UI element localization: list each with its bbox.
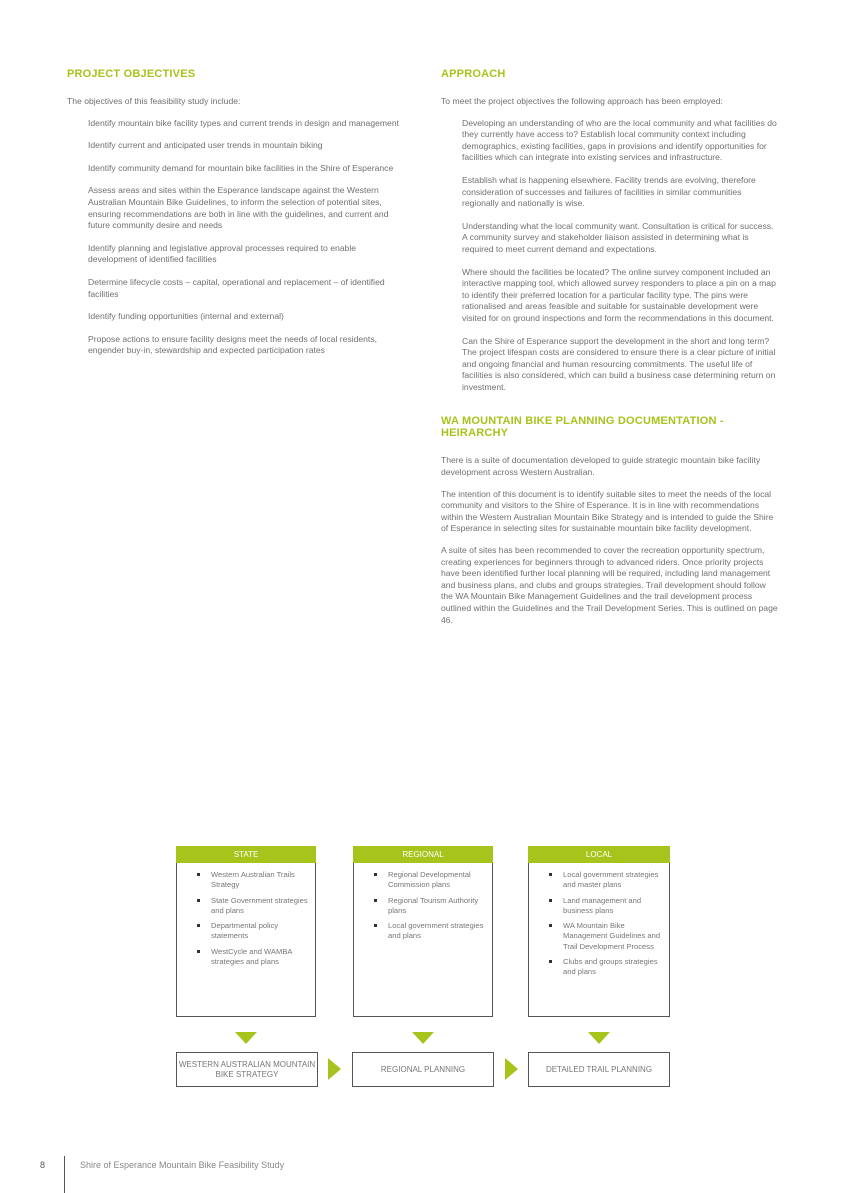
regional-list-item: Local government strategies and plans bbox=[382, 921, 486, 942]
approach-item: Where should the facilities be located? The online survey component included an interactive mapping tool, which allowed survey responders to place a pin on a map to identify their preferred location for a particular facility type. The pins were rationalised and areas feasible and suitable for sustainable development were visited for on ground inspections and form the recommendations in this document. bbox=[462, 266, 776, 323]
objective-item: Identify community demand for mountain bike facilities in the Shire of Esperance bbox=[88, 162, 394, 173]
hierarchy-paragraph: There is a suite of documentation developed to guide strategic mountain bike facility development across Western Australian. bbox=[441, 455, 761, 478]
approach-item: Developing an understanding of who are the local community and what facilities do they currently have access to? Establish local community context including demographics, existing facilities, gaps in provisions and identify opportunities for facilities which can integrate into existing services and infrastructure. bbox=[462, 117, 777, 163]
regional-list-item: Regional Tourism Authority plans bbox=[382, 896, 486, 917]
arrow-right-icon bbox=[328, 1058, 341, 1080]
approach-heading: APPROACH bbox=[441, 68, 506, 80]
state-list-item: Departmental policy statements bbox=[205, 921, 309, 942]
state-output-box: WESTERN AUSTRALIAN MOUNTAIN BIKE STRATEGY bbox=[176, 1052, 318, 1087]
local-box bbox=[528, 846, 670, 1017]
objective-item: Determine lifecycle costs – capital, operational and replacement – of identified facilities bbox=[88, 276, 385, 299]
regional-output-box: REGIONAL PLANNING bbox=[352, 1052, 494, 1087]
objective-item: Propose actions to ensure facility designs meet the needs of local residents, engender buy-in, stewardship and expected participation rates bbox=[88, 333, 378, 356]
hierarchy-section bbox=[441, 415, 778, 626]
objective-item: Identify funding opportunities (internal and external) bbox=[88, 311, 284, 322]
local-list-item: Clubs and groups strategies and plans bbox=[557, 957, 663, 978]
planning-hierarchy-diagram bbox=[176, 846, 670, 1090]
objective-item: Identify mountain bike facility types and current trends in design and management bbox=[88, 117, 399, 128]
approach-list bbox=[441, 118, 778, 394]
state-list-item: Western Australian Trails Strategy bbox=[205, 870, 309, 891]
objectives-column bbox=[67, 68, 407, 368]
objective-item: Assess areas and sites within the Esperance landscape against the Western Australian Mountain Bike Guidelines, to inform the selection of potential sites, ensuring recommendations are both in line with the guidelines, and current and future community desire and needs bbox=[88, 185, 389, 231]
arrow-right-icon bbox=[505, 1058, 518, 1080]
approach-intro: To meet the project objectives the following approach has been employed: bbox=[441, 96, 723, 106]
objective-item: Identify planning and legislative approval processes required to enable development of identified facilities bbox=[88, 242, 357, 265]
regional-box-body bbox=[353, 863, 493, 1017]
local-box-body bbox=[528, 863, 670, 1017]
regional-list-item: Regional Developmental Commission plans bbox=[382, 870, 486, 891]
approach-item: Understanding what the local community want. Consultation is critical for success. A community survey and stakeholder liaison assisted in determining what is required to meet current demand and expectations. bbox=[462, 220, 774, 254]
local-box-title: LOCAL bbox=[528, 846, 670, 863]
objective-item: Identify current and anticipated user trends in mountain biking bbox=[88, 140, 323, 151]
approach-item: Can the Shire of Esperance support the development in the short and long term? The project lifespan costs are considered to ensure there is a clear picture of initial and ongoing financial and human resourcing commitments. The useful life of facilities is also considered, which can build a business case determining return on investment. bbox=[462, 335, 776, 392]
local-list-item: Local government strategies and master plans bbox=[557, 870, 663, 891]
footer-divider bbox=[64, 1156, 65, 1193]
objectives-list bbox=[67, 118, 407, 357]
state-list-item: State Government strategies and plans bbox=[205, 896, 309, 917]
approach-column bbox=[441, 68, 778, 636]
state-box-title: STATE bbox=[176, 846, 316, 863]
hierarchy-heading: WA MOUNTAIN BIKE PLANNING DOCUMENTATION - HEIRARCHY bbox=[441, 415, 724, 440]
local-output-box: DETAILED TRAIL PLANNING bbox=[528, 1052, 670, 1087]
footer-title: Shire of Esperance Mountain Bike Feasibility Study bbox=[80, 1160, 285, 1170]
objectives-intro: The objectives of this feasibility study include: bbox=[67, 96, 241, 106]
arrow-down-icon bbox=[412, 1032, 434, 1044]
regional-box-title: REGIONAL bbox=[353, 846, 493, 863]
page-number: 8 bbox=[40, 1160, 46, 1170]
arrow-down-icon bbox=[235, 1032, 257, 1044]
regional-box bbox=[353, 846, 493, 1017]
objectives-heading: PROJECT OBJECTIVES bbox=[67, 68, 196, 80]
state-list-item: WestCycle and WAMBA strategies and plans bbox=[205, 947, 309, 968]
state-box-body bbox=[176, 863, 316, 1017]
hierarchy-paragraph: A suite of sites has been recommended to cover the recreation opportunity spectrum, creating experiences for beginners through to advanced riders. Once priority projects have been identified further local planning will be required, including land management and business plans, and clubs and groups strategies. Trail development should follow the WA Mountain Bike Management Guidelines and the trail development process outlined within the Guidelines and the Trail Development Series. This is outlined on page 46. bbox=[441, 545, 778, 625]
local-list-item: Land management and business plans bbox=[557, 896, 663, 917]
hierarchy-paragraph: The intention of this document is to identify suitable sites to meet the needs of the local community and visitors to the Shire of Esperance. It is in line with recommendations within the Western Australian Mountain Bike Strategy and is intended to guide the Shire of Esperance in selecting sites for sustainable mountain bike facility development. bbox=[441, 488, 774, 534]
local-list-item: WA Mountain Bike Management Guidelines and Trail Development Process bbox=[557, 921, 663, 952]
approach-item: Establish what is happening elsewhere. Facility trends are evolving, therefore consideration of successes and failures of facilities in similar communities regionally and nationally is wise. bbox=[462, 174, 756, 209]
arrow-down-icon bbox=[588, 1032, 610, 1044]
regional-list bbox=[360, 870, 486, 942]
state-box bbox=[176, 846, 316, 1017]
local-list bbox=[535, 870, 663, 978]
state-list bbox=[183, 870, 309, 967]
